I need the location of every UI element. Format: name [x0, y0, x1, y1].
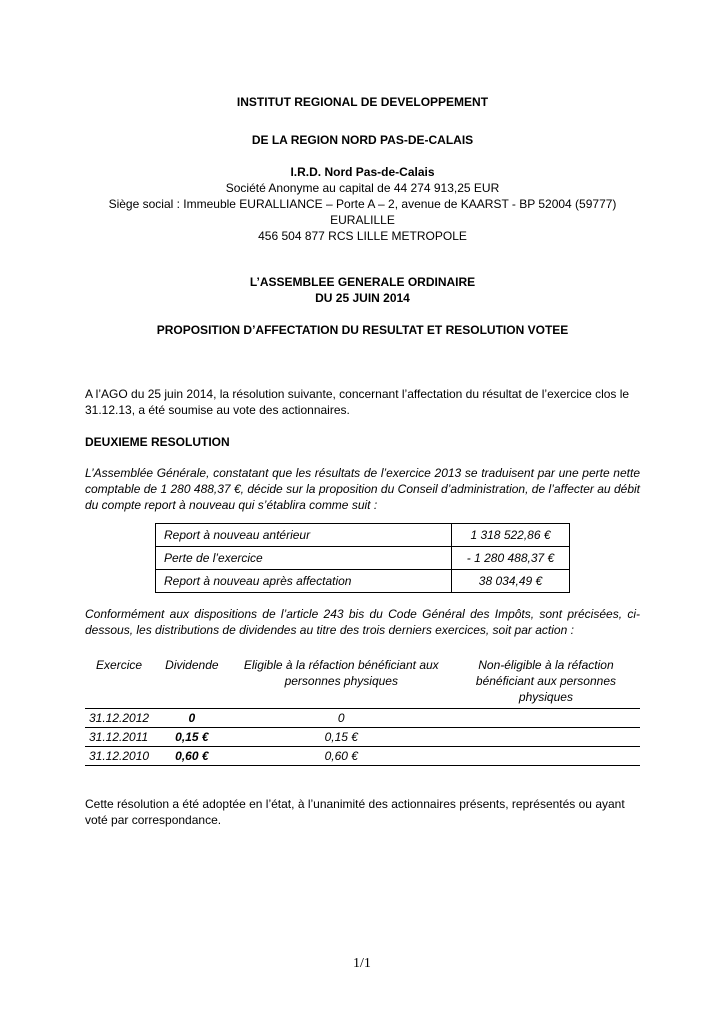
org-name-line1: INSTITUT REGIONAL DE DEVELOPPEMENT	[236, 95, 489, 109]
cell-dividende: 0,15 €	[153, 728, 231, 747]
table-row	[156, 547, 570, 570]
dividends-table	[85, 656, 640, 766]
allocation-value: 1 318 522,86 €	[452, 524, 570, 547]
intro-paragraph: A l’AGO du 25 juin 2014, la résolution suivante, concernant l’affectation du résultat de l’exercice clos le 31.12.13, a été soumise au vote des actionnaires.	[85, 387, 630, 417]
table-row	[85, 728, 640, 747]
column-header-exercice: Exercice	[85, 656, 153, 709]
page-number: 1/1	[353, 956, 371, 971]
cell-exercice: 31.12.2012	[85, 709, 153, 728]
allocation-label: Perte de l’exercice	[156, 547, 452, 570]
cell-eligible: 0	[231, 709, 452, 728]
meeting-title: L’ASSEMBLEE GENERALE ORDINAIRE	[249, 275, 476, 289]
cell-non-eligible	[452, 747, 640, 766]
meeting-subject: PROPOSITION D’AFFECTATION DU RESULTAT ET RESOLUTION VOTEE	[156, 323, 569, 337]
allocation-label: Report à nouveau antérieur	[156, 524, 452, 547]
company-capital: Société Anonyme au capital de 44 274 913,25 EUR	[225, 181, 500, 195]
cell-exercice: 31.12.2011	[85, 728, 153, 747]
cell-non-eligible	[452, 709, 640, 728]
cell-dividende: 0,60 €	[153, 747, 231, 766]
cell-eligible: 0,15 €	[231, 728, 452, 747]
meeting-date: DU 25 JUIN 2014	[315, 291, 410, 305]
table-row	[85, 709, 640, 728]
closing-paragraph: Cette résolution a été adoptée en l’état, à l’unanimité des actionnaires présents, représentés ou ayant voté par correspondance.	[85, 797, 625, 827]
allocation-value: 38 034,49 €	[452, 570, 570, 593]
allocation-label: Report à nouveau après affectation	[156, 570, 452, 593]
table-row	[156, 570, 570, 593]
resolution-heading: DEUXIEME RESOLUTION	[85, 435, 230, 449]
allocation-table	[155, 523, 570, 593]
org-name-line2: DE LA REGION NORD PAS-DE-CALAIS	[251, 133, 474, 147]
table-row	[85, 747, 640, 766]
cell-exercice: 31.12.2010	[85, 747, 153, 766]
table-row	[156, 524, 570, 547]
cell-eligible: 0,60 €	[231, 747, 452, 766]
column-header-dividende: Dividende	[153, 656, 231, 709]
company-address: Siège social : Immeuble EURALLIANCE – Porte A – 2, avenue de KAARST - BP 52004 (59777) EURALILLE	[108, 197, 617, 227]
company-short-name: I.R.D. Nord Pas-de-Calais	[290, 165, 435, 179]
company-rcs: 456 504 877 RCS LILLE METROPOLE	[258, 229, 467, 243]
cell-dividende: 0	[153, 709, 231, 728]
cell-non-eligible	[452, 728, 640, 747]
column-header-non-eligible: Non-éligible à la réfaction bénéficiant aux personnes physiques	[452, 656, 640, 709]
table-header-row	[85, 656, 640, 709]
resolution-body: L’Assemblée Générale, constatant que les résultats de l’exercice 2013 se traduisent par une perte nette comptable de 1 280 488,37 €, décide sur la proposition du Conseil d’administration, de l’affecter au débit du compte report à nouveau qui s’établira comme suit :	[85, 466, 640, 512]
allocation-value: - 1 280 488,37 €	[452, 547, 570, 570]
column-header-eligible: Eligible à la réfaction bénéficiant aux personnes physiques	[231, 656, 452, 709]
dividends-intro-paragraph: Conformément aux dispositions de l’article 243 bis du Code Général des Impôts, sont précisées, ci-dessous, les distributions de dividendes au titre des trois derniers exercices, soit par action :	[85, 607, 640, 637]
